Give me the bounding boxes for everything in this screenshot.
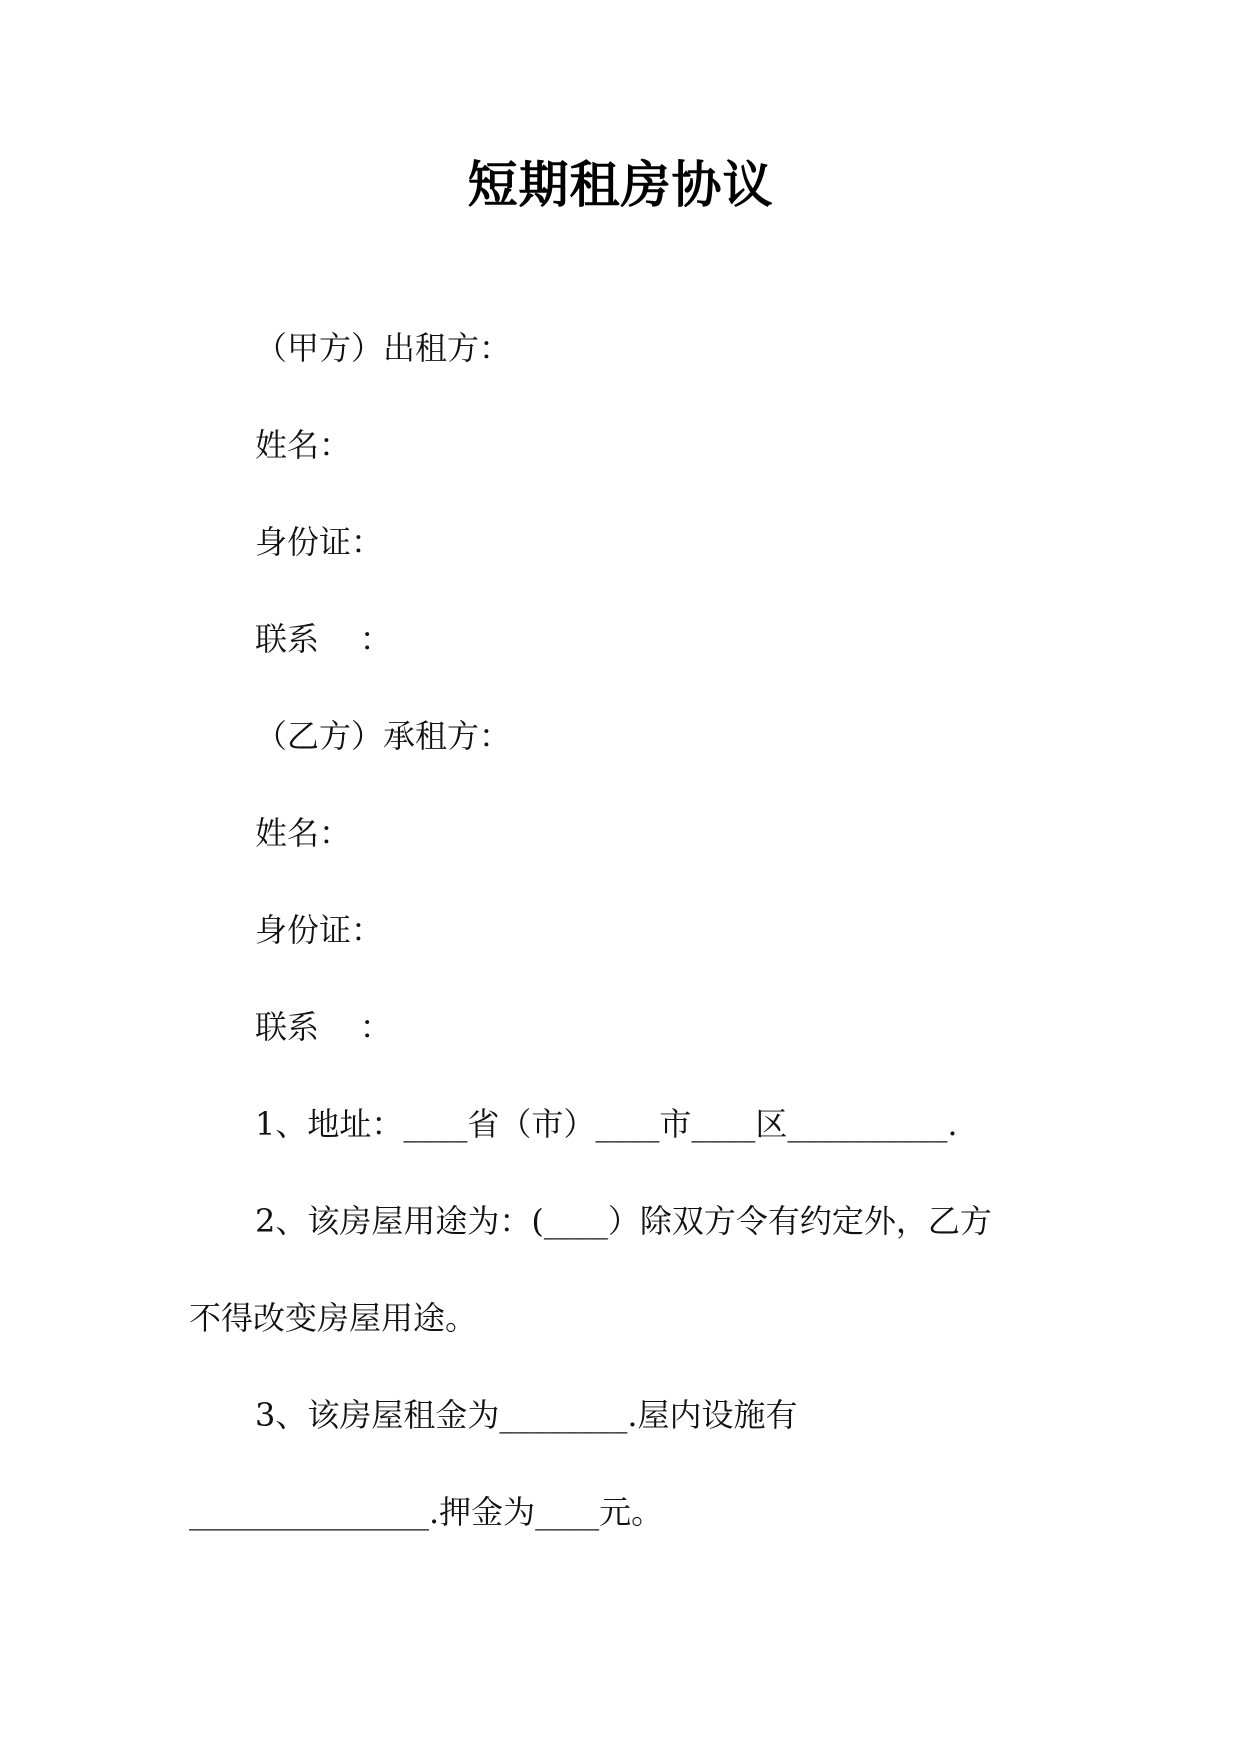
clause-2-usage: 2、该房屋用途为：(____）除双方令有约定外，乙方 (255, 1202, 992, 1240)
clause-3-rent: 3、该房屋租金为________.屋内设施有 (255, 1396, 798, 1434)
clause-1-address: 1、地址：____省（市）____市____区__________. (255, 1105, 958, 1143)
party-b-contact-label: 联系 ： (255, 1008, 392, 1046)
party-b-id-label: 身份证： (255, 911, 384, 949)
party-a-contact-label: 联系 ： (255, 620, 392, 658)
document-title: 短期租房协议 (467, 155, 774, 214)
document-body (189, 300, 1039, 1561)
party-a-id-label: 身份证： (255, 523, 384, 561)
party-a-name-label: 姓名： (255, 426, 352, 464)
party-b-name-label: 姓名： (255, 814, 352, 852)
party-b-heading: （乙方）承租方： (255, 717, 512, 755)
clause-2-usage-continued: 不得改变房屋用途。 (189, 1299, 478, 1337)
clause-3-rent-continued: _______________.押金为____元。 (189, 1493, 664, 1531)
party-a-heading: （甲方）出租方： (255, 329, 512, 367)
